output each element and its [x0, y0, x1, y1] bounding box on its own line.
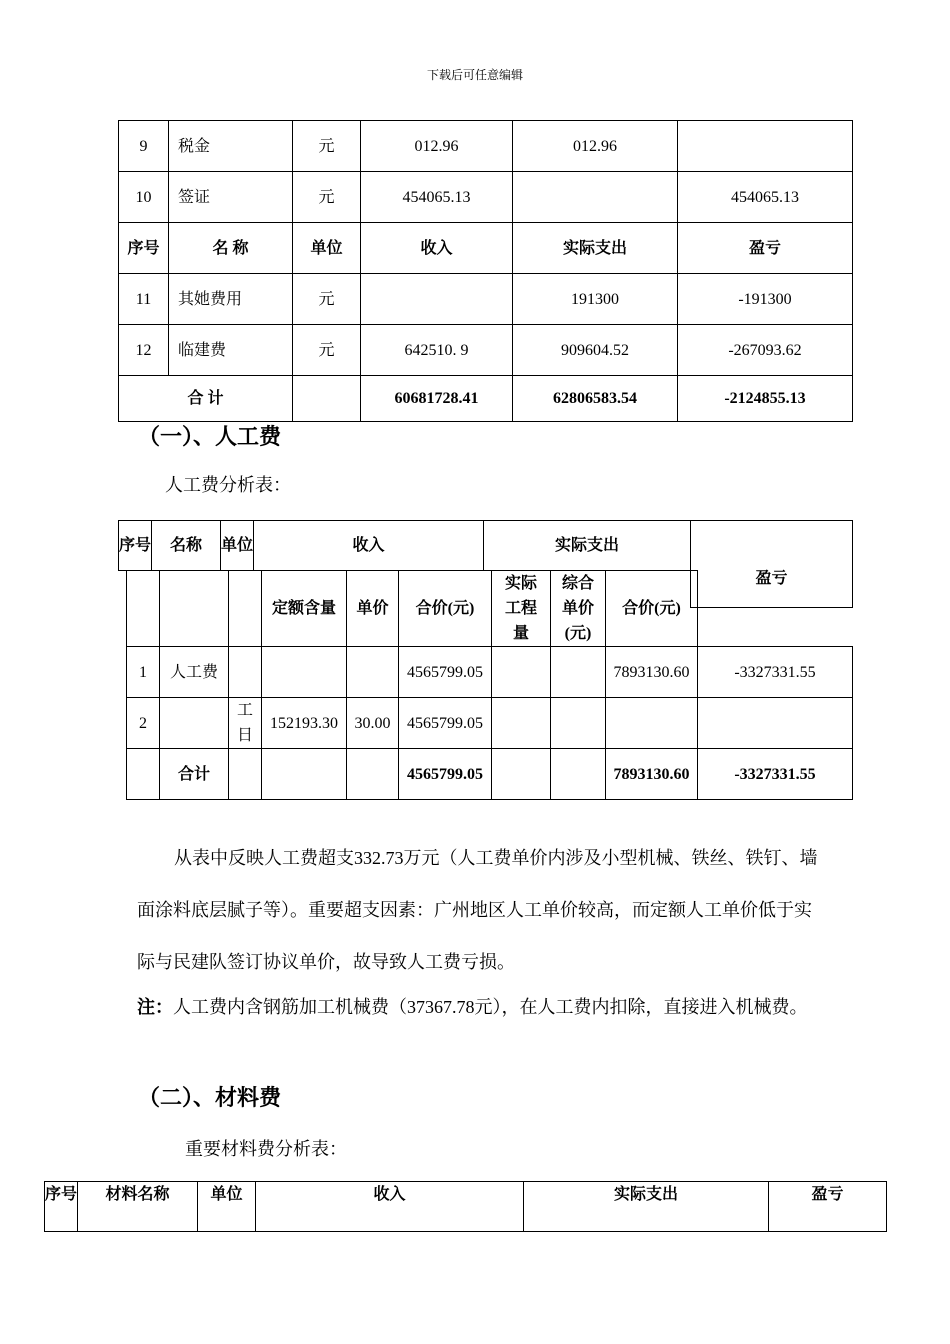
cell-name: 其她费用	[169, 274, 293, 325]
material-header-row	[45, 1182, 887, 1232]
table-row	[119, 121, 853, 172]
header-unit: 单位	[293, 223, 361, 274]
total-total: 4565799.05	[399, 749, 492, 800]
labor-header-income: 收入	[254, 521, 484, 571]
cell-name: 签证	[169, 172, 293, 223]
material-header-unit: 单位	[198, 1182, 256, 1232]
subheader-quota: 定额含量	[262, 571, 347, 647]
cell-unit: 工日	[229, 698, 262, 749]
material-table	[44, 1181, 887, 1232]
material-header-expense: 实际支出	[524, 1182, 769, 1232]
header-income: 收入	[361, 223, 513, 274]
cell-name: 人工费	[160, 647, 229, 698]
labor-header-name: 名称	[152, 521, 221, 571]
table-row	[119, 172, 853, 223]
cell-income: 012.96	[361, 121, 513, 172]
material-header-no: 序号	[45, 1182, 78, 1232]
cell-no: 12	[119, 325, 169, 376]
subheader-price: 单价	[347, 571, 399, 647]
cell-price: 30.00	[347, 698, 399, 749]
section-title-material: （二）、材料费	[138, 1085, 282, 1110]
header-expense: 实际支出	[513, 223, 678, 274]
total-profit: -3327331.55	[698, 749, 853, 800]
cell-quota: 152193.30	[262, 698, 347, 749]
labor-header-no: 序号	[119, 521, 152, 571]
table-total-row	[127, 749, 853, 800]
total-income: 60681728.41	[361, 376, 513, 422]
cell-no: 1	[127, 647, 160, 698]
cell-expense: 012.96	[513, 121, 678, 172]
cell-profit: -3327331.55	[698, 647, 853, 698]
labor-table	[126, 570, 853, 800]
cell-no: 10	[119, 172, 169, 223]
total-profit: -2124855.13	[678, 376, 853, 422]
table-header-row	[119, 223, 853, 274]
cell-profit	[678, 121, 853, 172]
cell-comp-price	[551, 647, 606, 698]
summary-table	[118, 120, 853, 422]
labor-header-profit: 盈亏	[691, 571, 853, 608]
table-row	[119, 274, 853, 325]
cell-profit: -191300	[678, 274, 853, 325]
cell-quota	[262, 647, 347, 698]
subheader-actual-qty: 实际工程量	[492, 571, 551, 647]
cell-unit: 元	[293, 172, 361, 223]
table-total-row	[119, 376, 853, 422]
labor-header-profit-top	[691, 521, 853, 571]
labor-subheader-row	[127, 571, 853, 647]
cell-actual-qty	[492, 698, 551, 749]
cell-expense: 909604.52	[513, 325, 678, 376]
cell-total: 4565799.05	[399, 647, 492, 698]
cell-actual-total	[606, 698, 698, 749]
total-unit	[293, 376, 361, 422]
section-title-labor: （一）、人工费	[138, 424, 282, 449]
header-no: 序号	[119, 223, 169, 274]
table-row	[119, 325, 853, 376]
cell-unit	[229, 647, 262, 698]
table-row	[127, 647, 853, 698]
cell-income: 454065.13	[361, 172, 513, 223]
note-text: 人工费内含钢筋加工机械费（37367.78元），在人工费内扣除，直接进入机械费。	[173, 997, 808, 1017]
cell-expense: 191300	[513, 274, 678, 325]
subheader-comp-price: 综合单价(元)	[551, 571, 606, 647]
cell-income	[361, 274, 513, 325]
table-row	[127, 698, 853, 749]
cell-total: 4565799.05	[399, 698, 492, 749]
cell-unit: 元	[293, 325, 361, 376]
subheader-actual-total: 合价(元)	[606, 571, 698, 647]
cell-name	[160, 698, 229, 749]
cell-actual-qty	[492, 647, 551, 698]
labor-header-unit: 单位	[221, 521, 254, 571]
labor-table-caption: 人工费分析表：	[165, 475, 291, 495]
cell-price	[347, 647, 399, 698]
header-profit: 盈亏	[678, 223, 853, 274]
material-header-profit: 盈亏	[769, 1182, 887, 1232]
total-label: 合 计	[119, 376, 293, 422]
cell-profit	[698, 698, 853, 749]
cell-expense	[513, 172, 678, 223]
labor-header-expense: 实际支出	[484, 521, 691, 571]
cell-comp-price	[551, 698, 606, 749]
cell-no: 2	[127, 698, 160, 749]
cell-profit: -267093.62	[678, 325, 853, 376]
analysis-paragraph: 从表中反映人工费超支332.73万元（人工费单价内涉及小型机械、铁丝、铁钉、墙面涂料底层腻子等）。重要超支因素：广州地区人工单价较高，而定额人工单价低于实际与民建队签订协议单价，故导致人工费亏损。	[137, 848, 818, 972]
cell-income: 642510. 9	[361, 325, 513, 376]
cell-unit: 元	[293, 121, 361, 172]
cell-no: 9	[119, 121, 169, 172]
material-table-caption: 重要材料费分析表：	[185, 1139, 347, 1159]
material-header-name: 材料名称	[78, 1182, 198, 1232]
total-expense: 62806583.54	[513, 376, 678, 422]
header-note: 下载后可任意编辑	[426, 68, 523, 82]
cell-no: 11	[119, 274, 169, 325]
total-actual-total: 7893130.60	[606, 749, 698, 800]
note-paragraph	[137, 981, 827, 1033]
material-header-income: 收入	[256, 1182, 524, 1232]
cell-name: 税金	[169, 121, 293, 172]
header-name: 名 称	[169, 223, 293, 274]
subheader-total: 合价(元)	[399, 571, 492, 647]
cell-name: 临建费	[169, 325, 293, 376]
total-label: 合计	[160, 749, 229, 800]
cell-unit: 元	[293, 274, 361, 325]
cell-actual-total: 7893130.60	[606, 647, 698, 698]
note-label: 注：	[137, 997, 173, 1017]
cell-profit: 454065.13	[678, 172, 853, 223]
